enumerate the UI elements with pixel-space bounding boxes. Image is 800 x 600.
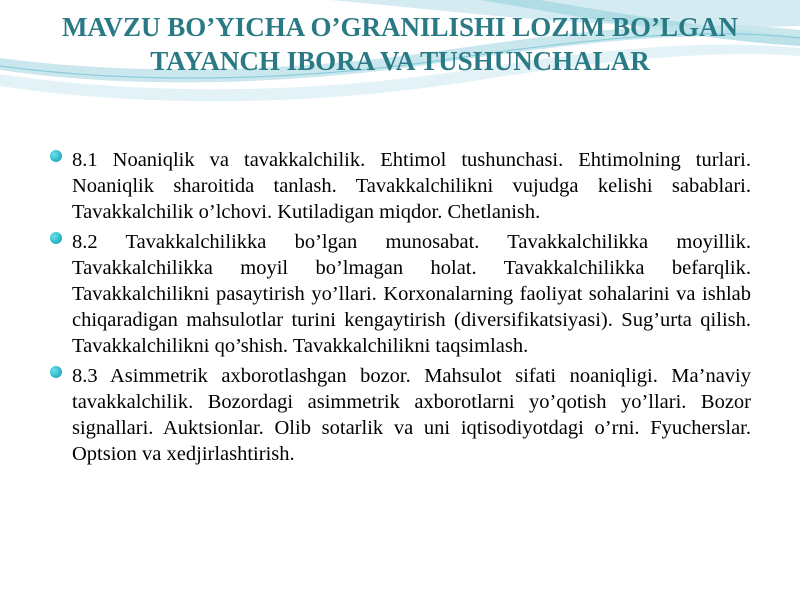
bullet-dot-icon xyxy=(50,232,62,244)
bullet-text: 8.2 Tavakkalchilikka bo’lgan munosabat. Tavakkalchilikka moyillik. Tavakkalchilikka moyil bo’lmagan holat. Tavakkalchilikka befarqlik. Tavakkalchilikni pasaytirish yo’llari. Korxonalarning faoliyat sohalarini va ishlab chiqaradigan mahsulotlar turini kengaytirish (diversifikatsiyasi). Sug’urta qilish. Tavakkalchilikni qo’shish. Tavakkalchilikni taqsimlash. xyxy=(72,231,751,357)
bullet-item-8-3 xyxy=(72,363,751,467)
bullet-item-8-2 xyxy=(72,229,751,359)
bullet-dot-icon xyxy=(50,150,62,162)
bullet-dot-icon xyxy=(50,366,62,378)
slide-title: MAVZU BO’YICHA O’GRANILISHI LOZIM BO’LGAN TAYANCH IBORA VA TUSHUNCHALAR xyxy=(61,12,739,76)
bullet-item-8-1 xyxy=(72,147,751,225)
bullet-list xyxy=(72,147,751,471)
bullet-text: 8.1 Noaniqlik va tavakkalchilik. Ehtimol tushunchasi. Ehtimolning turlari. Noaniqlik sharoitida tanlash. Tavakkalchilikni vujudga kelishi sabablari. Tavakkalchilik o’lchovi. Kutiladigan miqdor. Chetlanish. xyxy=(72,149,751,223)
bullet-text: 8.3 Asimmetrik axborotlashgan bozor. Mahsulot sifati noaniqligi. Ma’naviy tavakkalchilik. Bozordagi asimmetrik axborotlarni yo’qotish yo’llari. Bozor signallari. Auktsionlar. Olib sotarlik va uni iqtisodiyotdagi o’rni. Fyucherslar. Optsion va xedjirlashtirish. xyxy=(72,365,751,465)
